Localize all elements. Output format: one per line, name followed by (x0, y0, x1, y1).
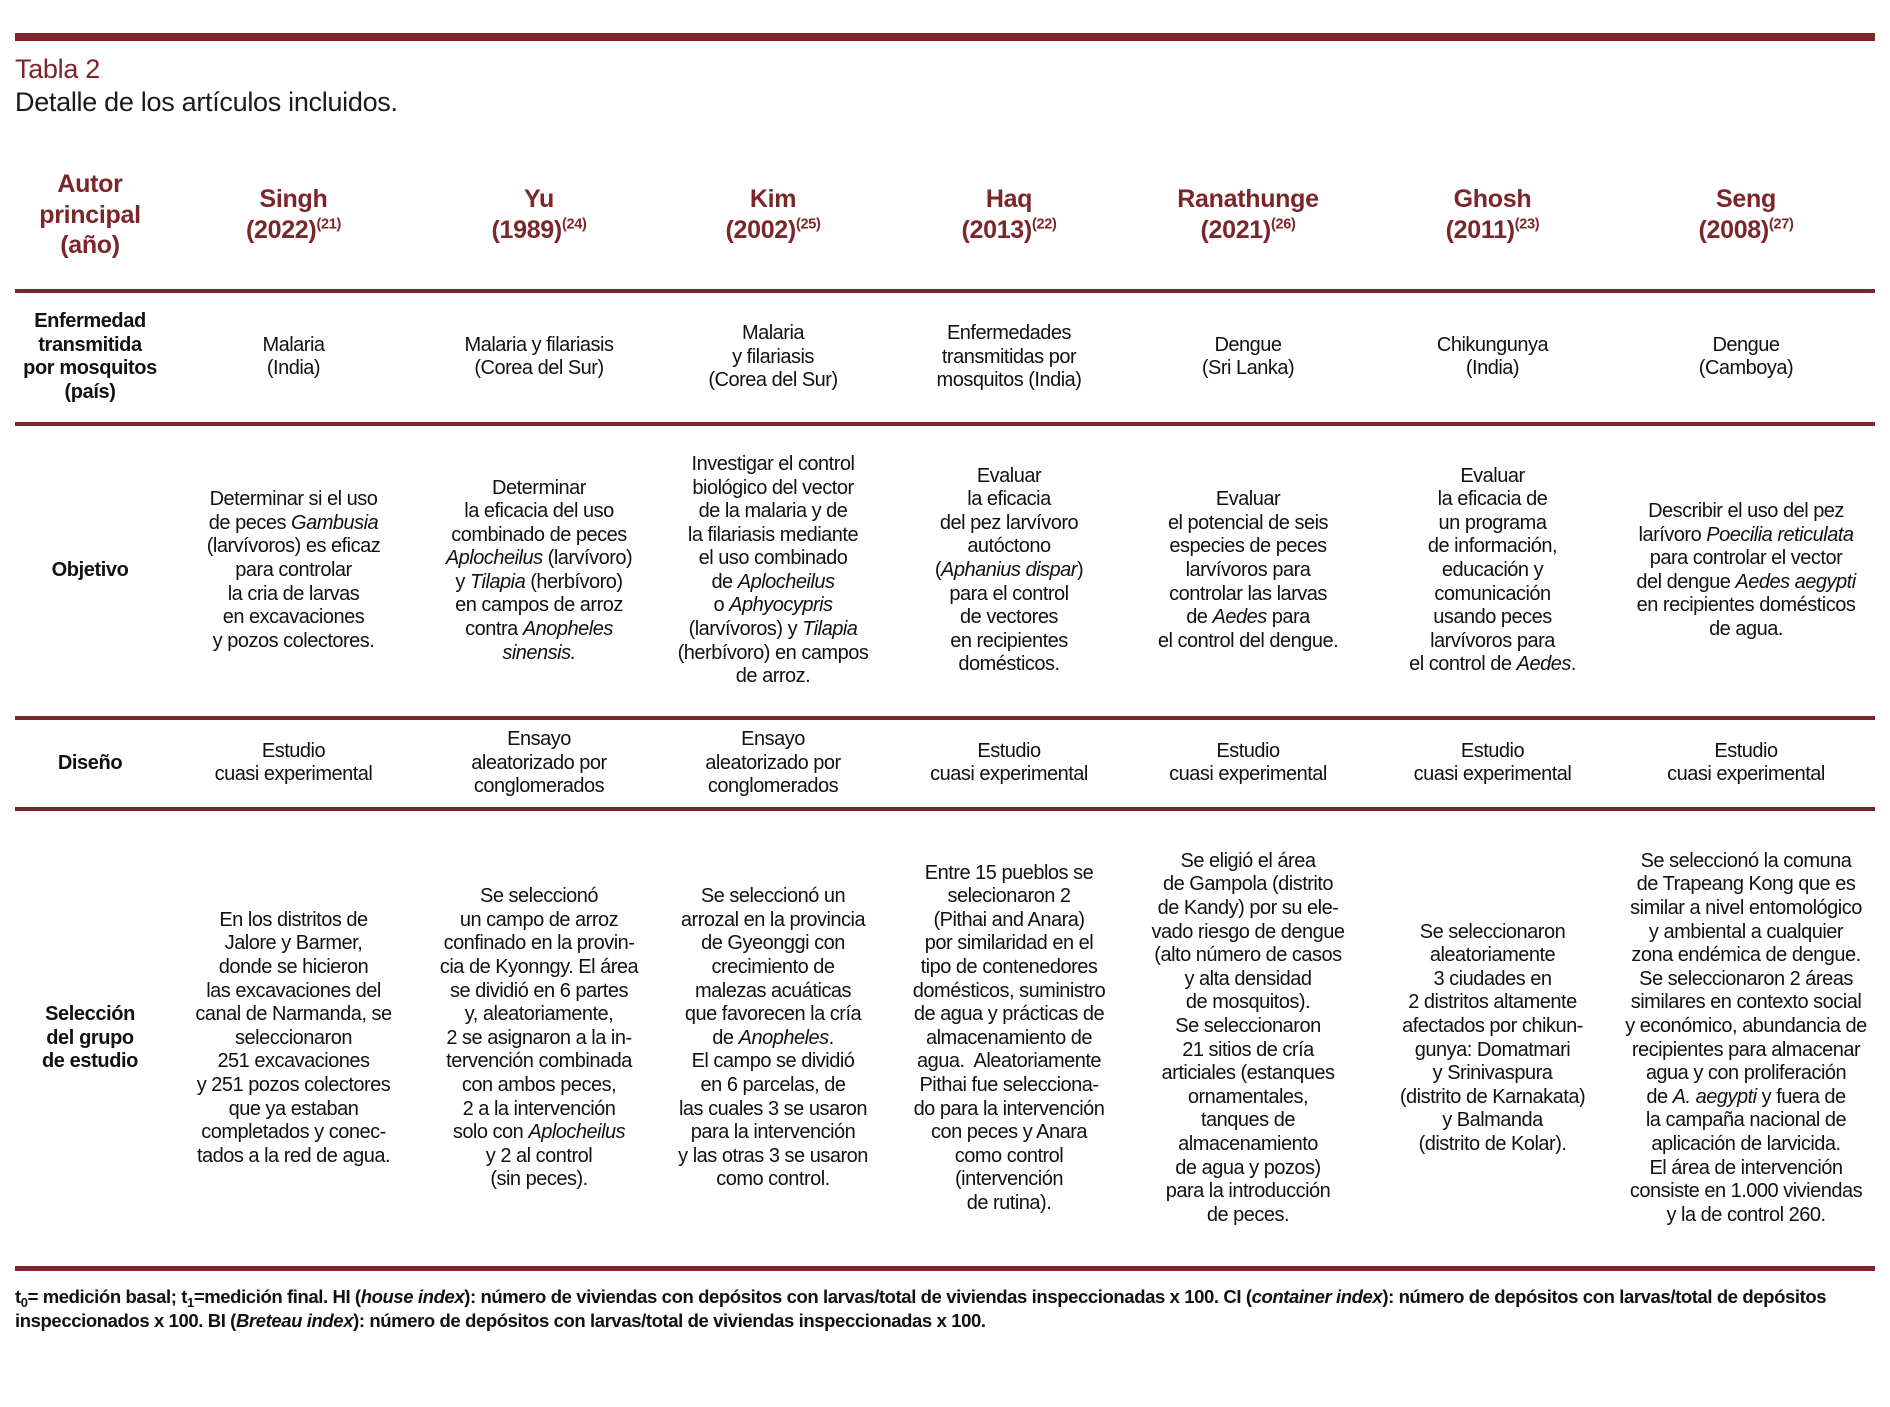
col-header-kim: Kim $(2002)^{(25)}$ (725, 185, 821, 244)
col-header-seng: Seng $(2008)^{(27)}$ (1698, 185, 1794, 244)
cell-enfermedad-ranathunge: Dengue (Sri Lanka) (1201, 333, 1295, 380)
top-rule-divider (15, 33, 1875, 41)
row-header-enfermedad: Enfermedad transmitida por mosquitos (país) (23, 310, 157, 403)
cell-objetivo-haq: Evaluar la eficacia del pez larvívoro autóctono (Aphanius dispar) para el control de vectores en recipientes domésticos. (934, 464, 1084, 676)
col-header-haq: Haq $(2013)^{(22)}$ (961, 185, 1057, 244)
table-row-seleccion (15, 809, 1875, 1269)
cell-enfermedad-yu: Malaria y filariasis (Corea del Sur) (464, 333, 614, 380)
table-row-diseno (15, 718, 1875, 809)
cell-diseno-yu: Ensayo aleatorizado por conglomerados (471, 727, 607, 798)
cell-diseno-singh: Estudio cuasi experimental (214, 739, 373, 786)
table-footnote: $t_0=$ medición basal; $t_1=medición$ final. HI (house index): número de viviendas con depósitos con larvas/total de viviendas inspeccionadas x 100. CI (container index): número de depósitos con larvas/total de depósitos inspeccionados x 100. BI (Breteau index): número de depósitos con larvas/total de viviendas inspeccionadas x 100. (15, 1286, 1827, 1332)
row-header-diseno: Diseño (57, 751, 123, 774)
cell-diseno-kim: Ensayo aleatorizado por conglomerados (705, 727, 841, 798)
cell-seleccion-ranathunge: Se eligió el área de Gampola (distrito de Kandy) por su ele- vado riesgo de dengue (alto número de casos y alta densidad de mosquitos). Se seleccionaron 21 sitios de cría articiales (estanques ornamentales, tanques de almacenamiento de agua y pozos) para la introducción de peces. (1151, 849, 1345, 1226)
page (0, 33, 1890, 1333)
cell-objetivo-singh: Determinar si el uso de peces Gambusia (larvívoros) es eficaz para controlar la cria de larvas en excavaciones y pozos colectores. (206, 488, 381, 652)
corner-header-autor-principal: Autor principal (año) (39, 170, 141, 260)
cell-enfermedad-seng: Dengue (Camboya) (1698, 333, 1794, 380)
cell-objetivo-kim: Investigar el control biológico del vector de la malaria y de la filariasis mediante el uso combinado de Aplocheilus o Aphyocypris (larvívoros) y Tilapia (herbívoro) en campos de arroz. (677, 452, 869, 688)
table-row-enfermedad (15, 291, 1875, 424)
table-caption: Detalle de los artículos incluidos. (15, 86, 398, 117)
cell-seleccion-yu: Se seleccionó un campo de arroz confinado en la provin- cia de Kyonngy. El área se dividió en 6 partes y, aleatoriamente, 2 se asignaron a la in- tervención combinada con ambos peces, 2 a la intervención solo con Aplocheilus y 2 al control (sin peces). (439, 885, 639, 1191)
row-header-objetivo: Objetivo (51, 559, 129, 582)
cell-enfermedad-ghosh: Chikungunya (India) (1436, 333, 1549, 380)
cell-seleccion-haq: Entre 15 pueblos se selecionaron 2 (Pithai and Anara) por similaridad en el tipo de contenedores domésticos, suministro de agua y prácticas de almacenamiento de agua. Aleatoriamente Pithai fue selecciona- do para la intervención con peces y Anara como control (intervención de rutina). (912, 861, 1106, 1214)
cell-objetivo-ghosh: Evaluar la eficacia de un programa de información, educación y comunicación usando peces larvívoros para el control de Aedes. (1409, 464, 1576, 676)
cell-objetivo-seng: Describir el uso del pez larívoro Poecilia reticulata para controlar el vector del dengue Aedes aegypti en recipientes domésticos de agua. (1636, 500, 1856, 641)
cell-seleccion-ghosh: Se seleccionaron aleatoriamente 3 ciudades en 2 distritos altamente afectados por chikun- gunya: Domatmari y Srinivaspura (distrito de Karnakata) y Balmanda (distrito de Kolar). (1399, 920, 1586, 1155)
col-header-ghosh: Ghosh $(2011)^{(23)}$ (1445, 185, 1540, 244)
col-header-singh: Singh $(2022)^{(21)}$ (245, 185, 342, 244)
cell-diseno-ghosh: Estudio cuasi experimental (1413, 739, 1572, 786)
cell-objetivo-yu: Determinar la eficacia del uso combinado de peces Aplocheilus (larvívoro) y Tilapia (herbívoro) en campos de arroz contra Anopheles sinensis. (445, 476, 633, 664)
cell-objetivo-ranathunge: Evaluar el potencial de seis especies de peces larvívoros para controlar las larvas de Aedes para el control del dengue. (1157, 488, 1339, 652)
table-row-objetivo (15, 424, 1875, 718)
title-block (15, 53, 1875, 119)
cell-enfermedad-singh: Malaria (India) (262, 333, 325, 380)
cell-diseno-ranathunge: Estudio cuasi experimental (1169, 739, 1327, 786)
cell-seleccion-kim: Se seleccionó un arrozal en la provincia de Gyeonggi con crecimiento de malezas acuáticas que favorecen la cría de Anopheles. El campo se dividió en 6 parcelas, de las cuales 3 se usaron para la intervención y las otras 3 se usaron como control. (678, 885, 868, 1191)
row-header-seleccion: Selección del grupo de estudio (41, 1003, 138, 1073)
cell-diseno-seng: Estudio cuasi experimental (1667, 739, 1825, 786)
articles-table (15, 141, 1875, 1272)
cell-seleccion-seng: Se seleccionó la comuna de Trapeang Kong que es similar a nivel entomológico y ambiental a cualquier zona endémica de dengue. Se seleccionaron 2 áreas similares en contexto social y económico, abundancia de recipientes para almacenar agua y con proliferación de A. aegypti y fuera de la campaña nacional de aplicación de larvicida. El área de intervención consiste en 1.000 viviendas y la de control 260. (1625, 849, 1867, 1226)
table-header-row (15, 141, 1875, 291)
cell-enfermedad-kim: Malaria y filariasis (Corea del Sur) (708, 321, 838, 392)
cell-diseno-haq: Estudio cuasi experimental (930, 739, 1088, 786)
table-number: Tabla 2 (15, 54, 100, 84)
cell-enfermedad-haq: Enfermedades transmitidas por mosquitos (India) (936, 321, 1082, 392)
col-header-ranathunge: Ranathunge $(2021)^{(26)}$ (1177, 185, 1319, 244)
cell-seleccion-singh: En los distritos de Jalore y Barmer, donde se hicieron las excavaciones del canal de Narmanda, se seleccionaron 251 excavaciones y 251 pozos colectores que ya estaban completados y conec- tados a la red de agua. (195, 908, 392, 1167)
col-header-yu: Yu $(1989)^{(24)}$ (491, 185, 587, 244)
